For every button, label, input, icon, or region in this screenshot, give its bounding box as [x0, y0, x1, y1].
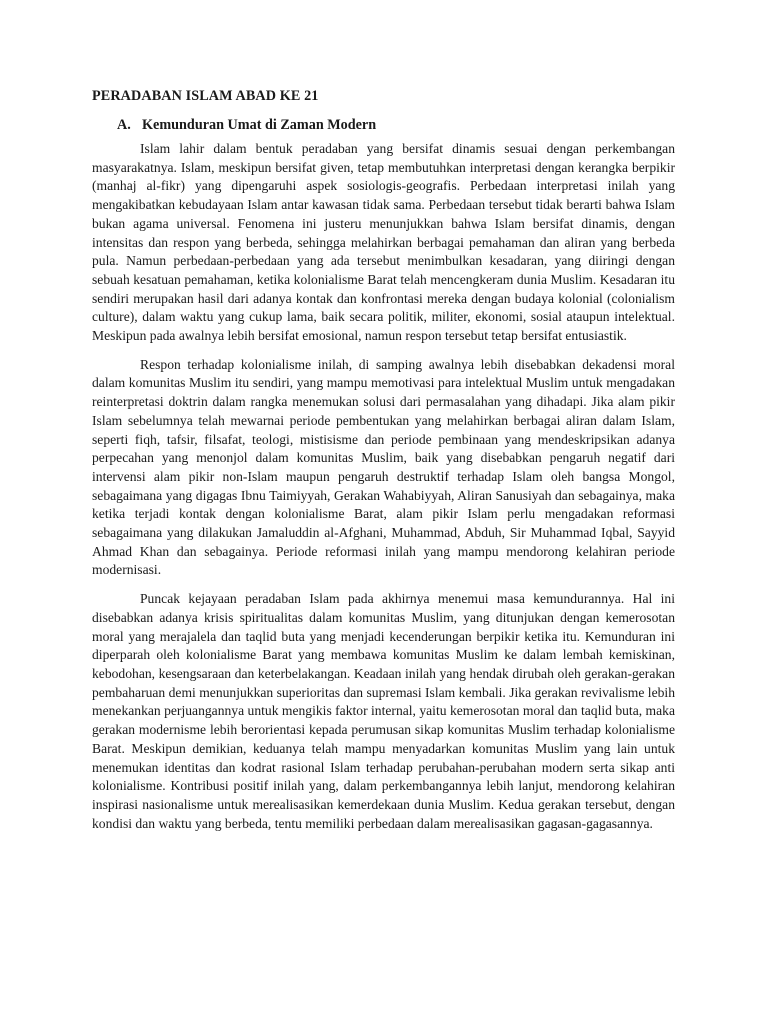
document-title: PERADABAN ISLAM ABAD KE 21: [92, 88, 319, 104]
section-number: A.: [117, 117, 131, 133]
document-page: [92, 86, 675, 843]
section-title: Kemunduran Umat di Zaman Modern: [142, 117, 377, 133]
body-text: [92, 140, 675, 833]
paragraph-3: Puncak kejayaan peradaban Islam pada akhirnya menemui masa kemundurannya. Hal ini disebabkan adanya krisis spiritualitas dalam komunitas Muslim, yang ditunjukan dengan kemerosotan moral yang merajalela dan taqlid buta yang menjadi kecenderungan berpikir ketika itu. Kemunduran ini diperparah oleh kolonialisme Barat yang membawa komunitas Muslim ke dalam lembah kemiskinan, kebodohan, kesengsaraan dan keterbelakangan. Keadaan inilah yang hendak dirubah oleh gerakan-gerakan pembaharuan demi menunjukkan superioritas dan supremasi Islam kembali. Jika gerakan revivalisme lebih menekankan perjuangannya untuk mengikis faktor internal, yaitu kemerosotan moral dan taqlid buta, maka gerakan modernisme lebih berorientasi kepada perumusan sikap komunitas Muslim terhadap kolonialisme Barat. Meskipun demikian, keduanya telah mampu menyadarkan komunitas Muslim yang lain untuk menemukan identitas dan kodrat rasional Islam terhadap perubahan-perubahan modern serta sikap anti kolonialisme. Kontribusi positif inilah yang, dalam perkembangannya lebih lanjut, mendorong kelahiran inspirasi nasionalisme untuk merealisasikan kemerdekaan dunia Muslim. Kedua gerakan tersebut, dengan kondisi dan waktu yang berbeda, tentu memiliki perbedaan dalam merealisasikan gagasan-gagasannya.: [92, 591, 675, 831]
paragraph-2: Respon terhadap kolonialisme inilah, di samping awalnya lebih disebabkan dekadensi moral dalam komunitas Muslim itu sendiri, yang mampu memotivasi para intelektual Muslim untuk mengadakan reinterpretasi doktrin dalam rangka menemukan solusi dari permasalahan yang dihadapi. Jika alam pikir Islam sebelumnya telah mewarnai periode pembentukan yang melahirkan berbagai aliran dalam Islam, seperti fiqh, tafsir, filsafat, teologi, mistisisme dan periode pembinaan yang mendeskripsikan adanya perpecahan yang menonjol dalam komunitas Muslim, baik yang disebabkan pengaruh negatif dari intervensi alam pikir non-Islam maupun pengaruh destruktif terhadap Islam oleh bangsa Mongol, sebagaimana yang digagas Ibnu Taimiyyah, Gerakan Wahabiyyah, Aliran Sanusiyah dan sebagainya, maka ketika terjadi kontak dengan kolonialisme Barat, alam pikir Islam perlu mengadakan reformasi sebagaimana yang dilakukan Jamaluddin al-Afghani, Muhammad, Abduh, Sir Muhammad Iqbal, Sayyid Ahmad Khan dan sebagainya. Periode reformasi inilah yang mampu mendorong kelahiran periode modernisasi.: [92, 356, 675, 578]
paragraph-1: Islam lahir dalam bentuk peradaban yang bersifat dinamis sesuai dengan perkembangan masyarakatnya. Islam, meskipun bersifat given, tetap membutuhkan interpretasi dengan kerangka berpikir (manhaj al-fikr) yang dipengaruhi aspek sosiologis-geografis. Perbedaan interpretasi inilah yang mengakibatkan kebudayaan Islam antar kawasan tidak sama. Perbedaan tersebut tidak berarti bahwa Islam bukan agama universal. Fenomena ini justeru menunjukkan bahwa Islam bersifat dinamis, dengan intensitas dan respon yang berbeda, sehingga melahirkan berbagai pemahaman dan aliran yang berbeda pula. Namun perbedaan-perbedaan yang ada tersebut menimbulkan kesadaran, yang diiringi dengan sebuah kesatuan pemahaman, ketika kolonialisme Barat telah mencengkeram dunia Muslim. Kesadaran itu sendiri merupakan hasil dari adanya kontak dan konfrontasi mereka dengan budaya kolonial (colonialism culture), dalam waktu yang cukup lama, baik secara politik, militer, ekonomi, sosial ataupun intelektual. Meskipun pada awalnya lebih bersifat emosional, namun respon tersebut tetap bersifat entusiastik.: [92, 141, 675, 344]
section-heading: [92, 115, 675, 135]
